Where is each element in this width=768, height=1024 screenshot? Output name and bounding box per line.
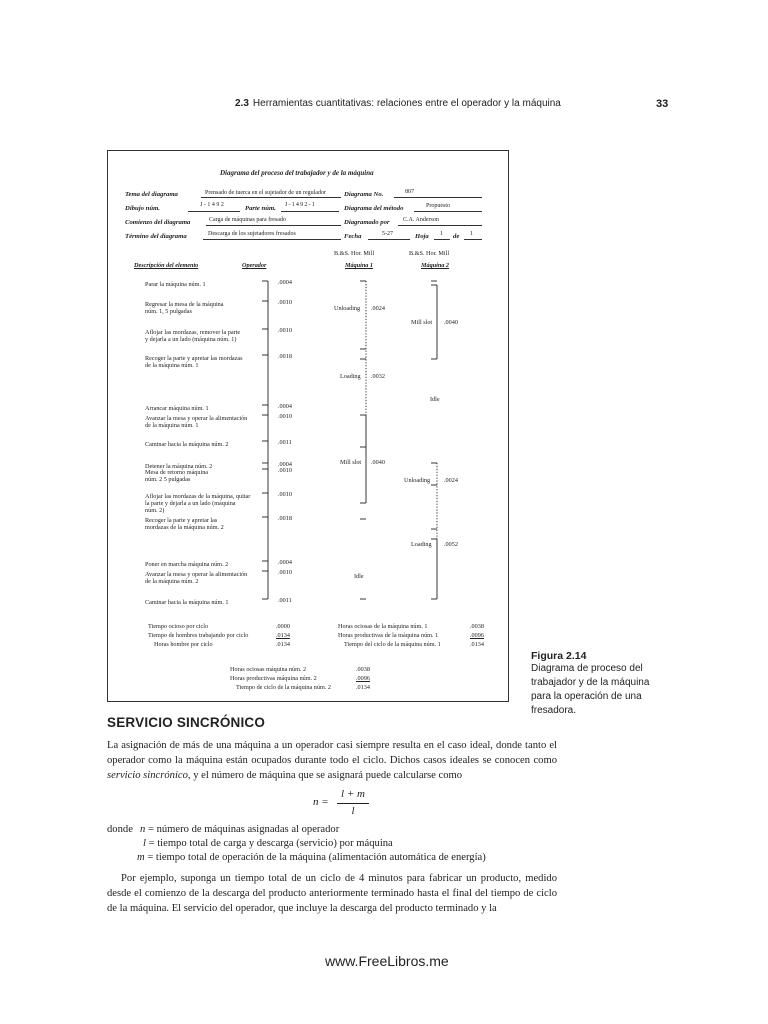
- element-description: Aflojar las mordazas, remover la parte y dejarla a un lado (máquina núm. 1): [145, 328, 241, 344]
- fecha-label: Fecha: [344, 233, 362, 240]
- footer-url: www.FreeLibros.me: [325, 953, 449, 969]
- summary-right-value: .0038: [470, 623, 484, 630]
- element-description: Avanzar la mesa y operar la alimentación de la máquina núm. 1: [145, 415, 248, 430]
- figure-frame: [107, 150, 509, 702]
- summary-right-label: Horas productivas de la máquina núm. 1: [338, 632, 439, 639]
- col-maquina1: Máquina 1: [345, 262, 374, 269]
- summary-bottom-value: .0096: [356, 675, 370, 682]
- p1-text-a: La asignación de más de una máquina a un operador casi siempre resulta en el caso ideal, donde tanto el operador como la máquina están ocupados durante todo el ciclo. Dichos casos ideales se conocen como: [107, 740, 557, 766]
- diagrama-no-label: Diagrama No.: [344, 191, 384, 198]
- element-time: .0011: [278, 438, 292, 446]
- figure-title: Diagrama del proceso del trabajador y de la máquina: [220, 169, 374, 177]
- element-time: .0010: [278, 299, 292, 306]
- summary-left-value: .0000: [276, 623, 290, 630]
- element-time: .0010: [278, 413, 292, 420]
- p1-text-b: , y el número de máquina que se asignará puede calcularse como: [187, 769, 463, 781]
- machine2-activity: Idle: [430, 396, 440, 403]
- machine2-time: .0024: [444, 477, 458, 484]
- machine1-activity: Loading: [340, 373, 361, 380]
- page-number: 33: [656, 98, 669, 110]
- col-operador: Operador: [242, 262, 267, 269]
- element-description: Aflojar las mordazas de la máquina, quitar la parte y dejarla a un lado (máquina núm. 2): [145, 493, 251, 515]
- machine1-time: .0032: [371, 373, 385, 380]
- machine2-activity: Unloading: [404, 477, 431, 484]
- diagramado-value: C.A. Anderson: [403, 217, 439, 223]
- element-description: Recoger la parte y apretar las mordazas de la máquina núm. 2: [145, 516, 224, 532]
- diagramado-label: Diagramado por: [344, 219, 390, 226]
- where-word: donde: [107, 824, 133, 835]
- element-description: Caminar hacia la máquina núm. 2: [145, 440, 229, 448]
- summary-right-label: Tiempo del ciclo de la máquina núm. 1: [344, 641, 441, 648]
- comienzo-value: Carga de máquinas para fresado: [209, 217, 286, 223]
- formula-lhs: n =: [313, 796, 329, 808]
- summary-left-label: Horas hombre por ciclo: [154, 641, 213, 648]
- paragraph-2: Por ejemplo, suponga un tiempo total de un ciclo de 4 minutos para fabricar un producto, medido desde el comienzo de la descarga del producto anteriormente terminado hasta el final del tiempo de ciclo de la máquina. El servicio del operador, que incluye la descarga del producto terminado y la: [107, 873, 557, 914]
- var-m: m: [137, 852, 145, 863]
- element-time: .0010: [278, 491, 292, 498]
- formula-numerator: l + m: [341, 788, 365, 800]
- diagrama-no-value: 807: [405, 189, 414, 195]
- termino-label: Término del diagrama: [125, 233, 187, 240]
- element-description: Regresar la mesa de la máquina núm. 1, 5 pulgadas: [145, 301, 224, 316]
- element-description: Avanzar la mesa y operar la alimentación de la máquina núm. 2: [145, 570, 248, 586]
- where-n-text: = número de máquinas asignadas al operador: [147, 824, 340, 835]
- termino-value: Descarga de los sujetadores fresados: [208, 231, 296, 237]
- machine2-model: B.&S. Hor. Mill: [409, 250, 450, 257]
- where-l: [143, 838, 393, 849]
- machine1-model: B.&S. Hor. Mill: [334, 250, 375, 257]
- element-time: .0004: [278, 402, 292, 410]
- paragraph-1: [107, 739, 557, 783]
- machine2-activity: Loading: [411, 541, 432, 548]
- running-header: [235, 98, 561, 109]
- element-description: Parar la máquina núm. 1: [145, 281, 206, 288]
- metodo-label: Diagrama del método: [344, 205, 404, 212]
- where-m: [137, 852, 486, 863]
- summary-right-value: .0096: [470, 632, 484, 639]
- formula-bar: [337, 803, 369, 804]
- machine1-activity: Idle: [354, 573, 364, 580]
- element-time: .0004: [278, 460, 292, 468]
- element-time: .0010: [278, 467, 292, 474]
- where-n: [140, 824, 339, 835]
- machine1-time: .0040: [371, 459, 385, 466]
- tema-value: Prensado de tuerca en el sujetador de un regulador: [205, 190, 326, 196]
- caption-text: Diagrama de proceso del trabajador y de la máquina para la operación de una fresadora.: [531, 663, 650, 716]
- caption-label: Figura 2.14: [531, 650, 587, 662]
- element-time: .0004: [278, 279, 292, 286]
- where-m-text: = tiempo total de operación de la máquina (alimentación automática de energía): [147, 852, 486, 863]
- hoja-label: Hoja: [415, 233, 429, 240]
- element-description: Poner en marcha máquina núm. 2: [145, 560, 229, 568]
- hoja-value: 1: [440, 231, 443, 237]
- element-time: .0004: [278, 558, 292, 566]
- fecha-value: 5-27: [382, 231, 393, 237]
- machine2-time: .0052: [444, 541, 458, 548]
- section-title: SERVICIO SINCRÓNICO: [107, 715, 266, 730]
- element-description: Mesa de retorno máquina núm. 2 5 pulgadas: [145, 469, 209, 484]
- dibujo-label: Dibujo núm.: [125, 205, 160, 212]
- de-label: de: [453, 233, 460, 240]
- element-description: Recoger la parte y apretar las mordazas de la máquina núm. 1: [145, 354, 243, 370]
- summary-bottom-label: Horas ociosas máquina núm. 2: [230, 666, 307, 673]
- var-n: n: [140, 824, 146, 835]
- parte-value: J-1492-1: [285, 202, 316, 208]
- element-time: .0018: [278, 352, 292, 360]
- running-title: Herramientas cuantitativas: relaciones entre el operador y la máquina: [252, 98, 561, 109]
- summary-bottom-value: .0038: [356, 666, 370, 673]
- summary-bottom-value: .0134: [356, 684, 370, 691]
- summary-right-value: .0134: [470, 641, 484, 648]
- comienzo-label: Comienzo del diagrama: [125, 219, 191, 226]
- summary-left-value: .0134: [276, 632, 290, 639]
- machine1-activity: Mill slot: [340, 459, 362, 466]
- element-time: .0011: [278, 597, 292, 604]
- summary-right-label: Horas ociosas de la máquina núm. 1: [338, 623, 428, 630]
- p1-emphasis: servicio sincrónico: [107, 769, 188, 781]
- metodo-value: Propuesto: [426, 203, 450, 209]
- element-time: .0018: [278, 514, 292, 522]
- summary-left-label: Tiempo ocioso por ciclo: [148, 623, 209, 630]
- formula-denominator: l: [351, 805, 355, 817]
- element-time: .0010: [278, 326, 292, 334]
- element-description: Detener la máquina núm. 2: [145, 462, 213, 470]
- summary-bottom-label: Tiempo de ciclo de la máquina núm. 2: [236, 684, 331, 691]
- machine1-time: .0024: [371, 305, 385, 312]
- machine2-time: .0040: [444, 319, 458, 326]
- col-descripcion: Descripción del elemento: [134, 262, 199, 269]
- machine1-activity: Unloading: [334, 305, 361, 312]
- element-time: .0010: [278, 568, 292, 576]
- where-l-text: = tiempo total de carga y descarga (servicio) por máquina: [148, 838, 393, 849]
- de-value: 1: [470, 231, 473, 237]
- process-chart: [108, 151, 510, 703]
- tema-label: Tema del diagrama: [125, 191, 178, 198]
- summary-bottom-label: Horas productivas máquina núm. 2: [230, 675, 317, 682]
- machine2-activity: Mill slot: [411, 319, 433, 326]
- summary-left-value: .0134: [276, 641, 290, 648]
- parte-label: Parte núm.: [245, 205, 276, 212]
- element-description: Caminar hacia la máquina núm. 1: [145, 599, 229, 606]
- col-maquina2: Máquina 2: [421, 262, 450, 269]
- summary-left-label: Tiempo de hombres trabajando por ciclo: [148, 632, 249, 639]
- element-description: Arrancar máquina núm. 1: [145, 404, 209, 412]
- dibujo-value: J-1492: [200, 202, 226, 208]
- var-l: l: [143, 838, 146, 849]
- section-number: 2.3: [235, 98, 249, 109]
